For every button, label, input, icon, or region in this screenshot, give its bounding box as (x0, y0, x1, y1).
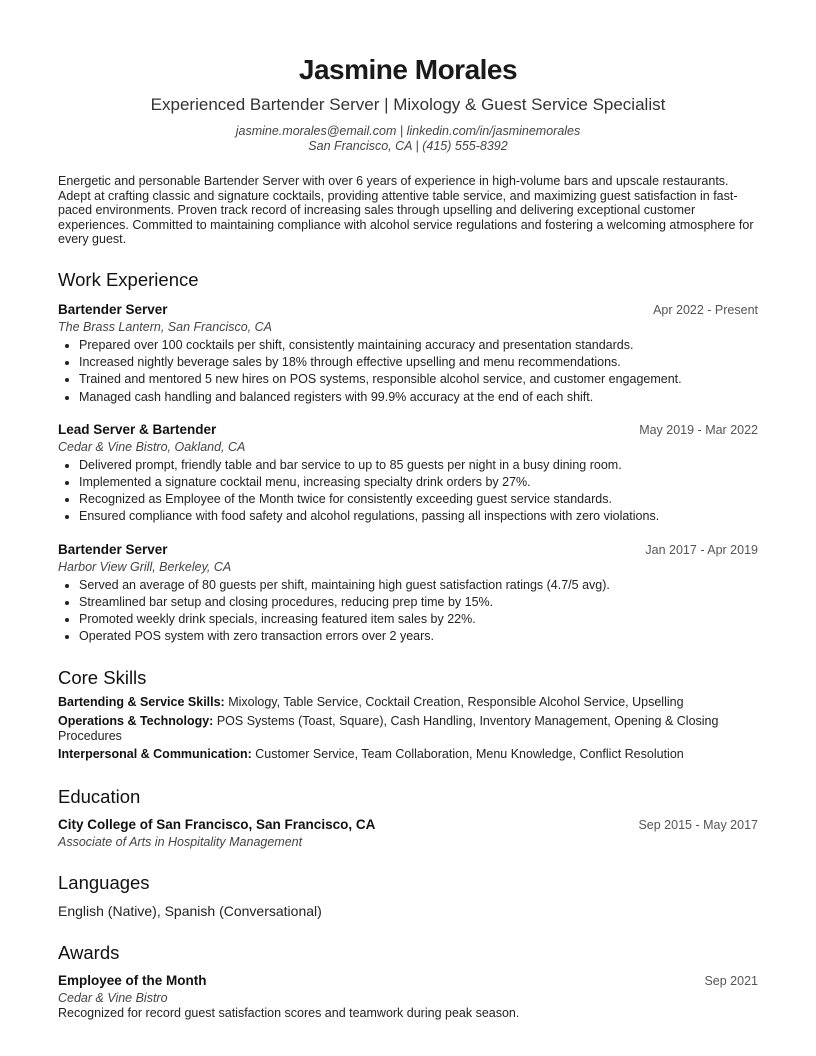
job-title: Bartender Server (58, 541, 168, 557)
degree: Associate of Arts in Hospitality Management (58, 834, 303, 849)
job-title: Lead Server & Bartender (58, 421, 217, 437)
job-dates: Apr 2022 - Present (653, 302, 758, 317)
job-bullet: • Promoted weekly drink specials, increasing featured item sales by 22%. (79, 611, 758, 628)
languages-section (58, 872, 758, 920)
skill-group-label: Bartending & Service Skills: (58, 695, 225, 710)
candidate-name: Jasmine Morales (298, 54, 518, 85)
languages-list: English (Native), Spanish (Conversational) (58, 902, 322, 919)
job-bullet: • Ensured compliance with food safety and alcohol regulations, passing all inspections with zero violations. (79, 508, 758, 525)
job-bullets (58, 577, 758, 646)
job-bullets (58, 457, 758, 526)
job-bullet: • Delivered prompt, friendly table and bar service to up to 85 guests per night in a busy dining room. (79, 457, 758, 474)
job-entry (58, 301, 758, 406)
section-title-awards: Awards (58, 941, 120, 963)
skill-group-value: Customer Service, Team Collaboration, Menu Knowledge, Conflict Resolution (255, 747, 684, 762)
skill-group-label: Operations & Technology: (58, 714, 214, 728)
skill-group-value: POS Systems (Toast, Square), Cash Handling, Inventory Management, Opening & Closing Procedures (58, 714, 719, 743)
job-dates: May 2019 - Mar 2022 (639, 422, 758, 437)
job-title: Bartender Server (58, 301, 168, 317)
contact-line-location-phone: San Francisco, CA | (415) 555-8392 (308, 139, 508, 153)
education-section (58, 786, 758, 850)
work-experience-section (58, 269, 758, 645)
skill-group (58, 747, 758, 762)
education-dates: Sep 2015 - May 2017 (638, 817, 758, 832)
school-name: City College of San Francisco, San Francisco, CA (58, 816, 376, 832)
job-bullet: • Managed cash handling and balanced registers with 99.9% accuracy at the end of each shift. (79, 389, 758, 406)
job-bullet: • Increased nightly beverage sales by 18% through effective upselling and menu recommendations. (79, 354, 758, 371)
section-title-languages: Languages (58, 871, 150, 893)
award-description: Recognized for record guest satisfaction scores and teamwork during peak season. (58, 1005, 520, 1020)
award-entry (58, 972, 758, 1021)
section-title-education: Education (58, 785, 141, 807)
award-date: Sep 2021 (704, 973, 758, 988)
skill-group-label: Interpersonal & Communication: (58, 747, 252, 762)
skill-group (58, 714, 758, 743)
awards-section (58, 942, 758, 1021)
job-bullets (58, 337, 758, 406)
skill-group (58, 695, 758, 710)
contact-info (58, 124, 758, 154)
award-organization: Cedar & Vine Bistro (58, 990, 168, 1005)
job-bullet: • Trained and mentored 5 new hires on POS systems, responsible alcohol service, and customer engagement. (79, 371, 758, 388)
job-company: Cedar & Vine Bistro, Oakland, CA (58, 439, 246, 454)
job-bullet: • Recognized as Employee of the Month twice for consistently exceeding guest service standards. (79, 491, 758, 508)
section-title-work-experience: Work Experience (58, 268, 199, 290)
section-title-core-skills: Core Skills (58, 667, 147, 689)
contact-line-email-linkedin: jasmine.morales@email.com | linkedin.com/in/jasminemorales (235, 124, 581, 138)
job-company: The Brass Lantern, San Francisco, CA (58, 319, 272, 334)
headline: Experienced Bartender Server | Mixology & Guest Service Specialist (150, 95, 666, 114)
core-skills-section (58, 667, 758, 761)
job-entry (58, 541, 758, 646)
job-bullet: • Served an average of 80 guests per shift, maintaining high guest satisfaction ratings (4.7/5 avg). (79, 577, 758, 594)
professional-summary: Energetic and personable Bartender Server with over 6 years of experience in high-volume bars and upscale restaurants. Adept at crafting classic and signature cocktails, providing attentive table service, and maximizing guest satisfaction in fast-paced environments. Proven track record of increasing sales through upselling and delivering exceptional customer experiences. Committed to maintaining compliance with alcohol service regulations and fostering a welcoming atmosphere for every guest. (58, 174, 754, 247)
job-bullet: • Streamlined bar setup and closing procedures, reducing prep time by 15%. (79, 594, 758, 611)
education-entry (58, 816, 758, 850)
job-bullet: • Operated POS system with zero transaction errors over 2 years. (79, 628, 758, 645)
skill-group-value: Mixology, Table Service, Cocktail Creation, Responsible Alcohol Service, Upselling (228, 695, 684, 710)
job-bullet: • Implemented a signature cocktail menu, increasing specialty drink orders by 27%. (79, 474, 758, 491)
job-bullet: • Prepared over 100 cocktails per shift, consistently maintaining accuracy and presentation standards. (79, 337, 758, 354)
job-company: Harbor View Grill, Berkeley, CA (58, 559, 232, 574)
award-title: Employee of the Month (58, 972, 207, 988)
job-dates: Jan 2017 - Apr 2019 (645, 542, 758, 557)
job-entry (58, 421, 758, 526)
